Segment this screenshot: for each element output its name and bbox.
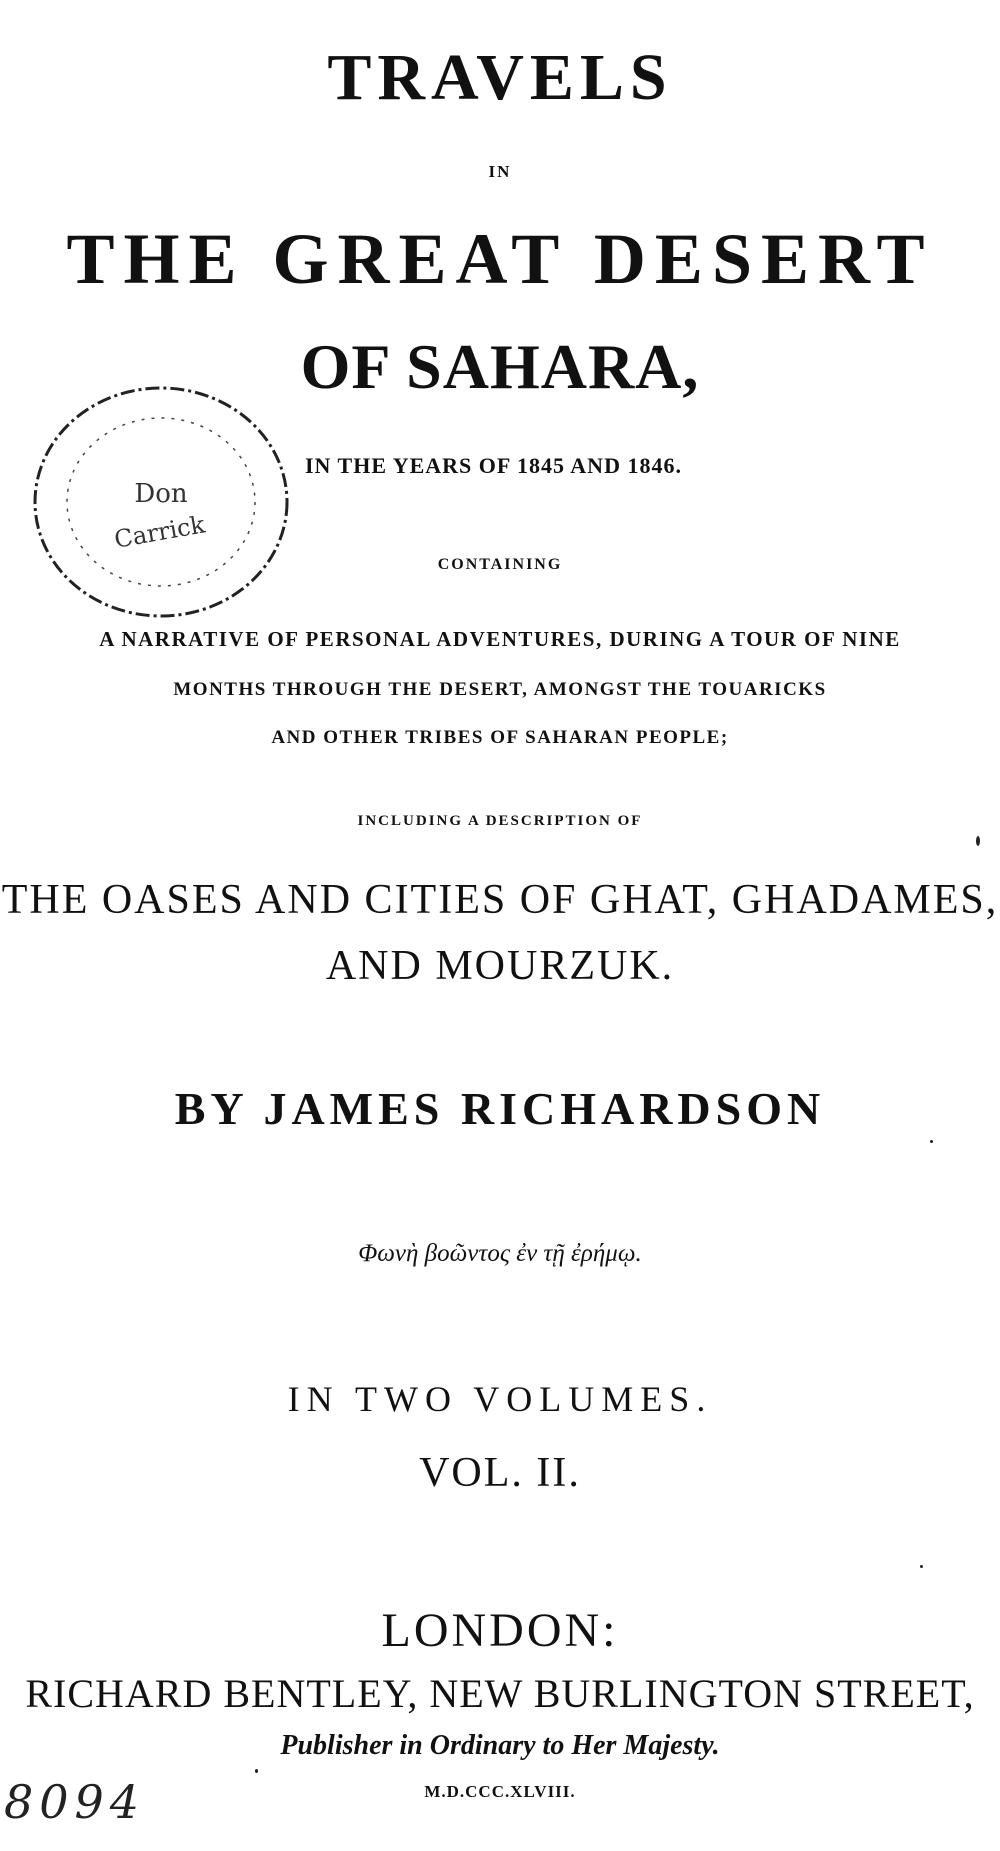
volume-number: VOL. II. (419, 1450, 581, 1496)
ink-speck (930, 1140, 933, 1143)
publication-city: LONDON: (381, 1604, 619, 1657)
stamp-text-2: Carrick (112, 510, 207, 554)
years-line: IN THE YEARS OF 1845 AND 1846. (305, 453, 682, 478)
library-stamp-icon (28, 380, 294, 624)
including-label: INCLUDING A DESCRIPTION OF (357, 813, 643, 829)
publication-date: M.D.CCC.XLVIII. (424, 1782, 576, 1801)
stamp-text-1: Don (134, 479, 188, 509)
author-line: BY JAMES RICHARDSON (174, 1083, 826, 1134)
narrative-line-1: A NARRATIVE OF PERSONAL ADVENTURES, DURING A TOUR OF NINE (99, 627, 901, 651)
title-connector: IN (488, 162, 512, 181)
ink-speck (920, 1565, 923, 1568)
narrative-line-3: AND OTHER TRIBES OF SAHARAN PEOPLE; (271, 727, 729, 748)
greek-epigraph: Φωνὴ βοῶντος ἐν τῇ ἐρήμῳ. (358, 1240, 642, 1267)
publisher-line: RICHARD BENTLEY, NEW BURLINGTON STREET, (25, 1671, 975, 1716)
handwritten-mark: 8094 (4, 1775, 146, 1829)
publisher-title-line: Publisher in Ordinary to Her Majesty. (280, 1730, 720, 1761)
ink-speck (976, 836, 980, 846)
main-title-line-1: THE GREAT DESERT (66, 219, 934, 299)
oases-line-1: THE OASES AND CITIES OF GHAT, GHADAMES, (1, 877, 999, 923)
narrative-line-2: MONTHS THROUGH THE DESERT, AMONGST THE TOUARICKS (173, 679, 827, 700)
volumes-line: IN TWO VOLUMES. (287, 1379, 713, 1419)
ink-speck (255, 1769, 258, 1773)
containing-label: CONTAINING (437, 556, 563, 573)
book-title: TRAVELS (327, 41, 673, 114)
main-title-line-2: OF SAHARA, (300, 331, 700, 402)
oases-line-2: AND MOURZUK. (325, 943, 675, 989)
